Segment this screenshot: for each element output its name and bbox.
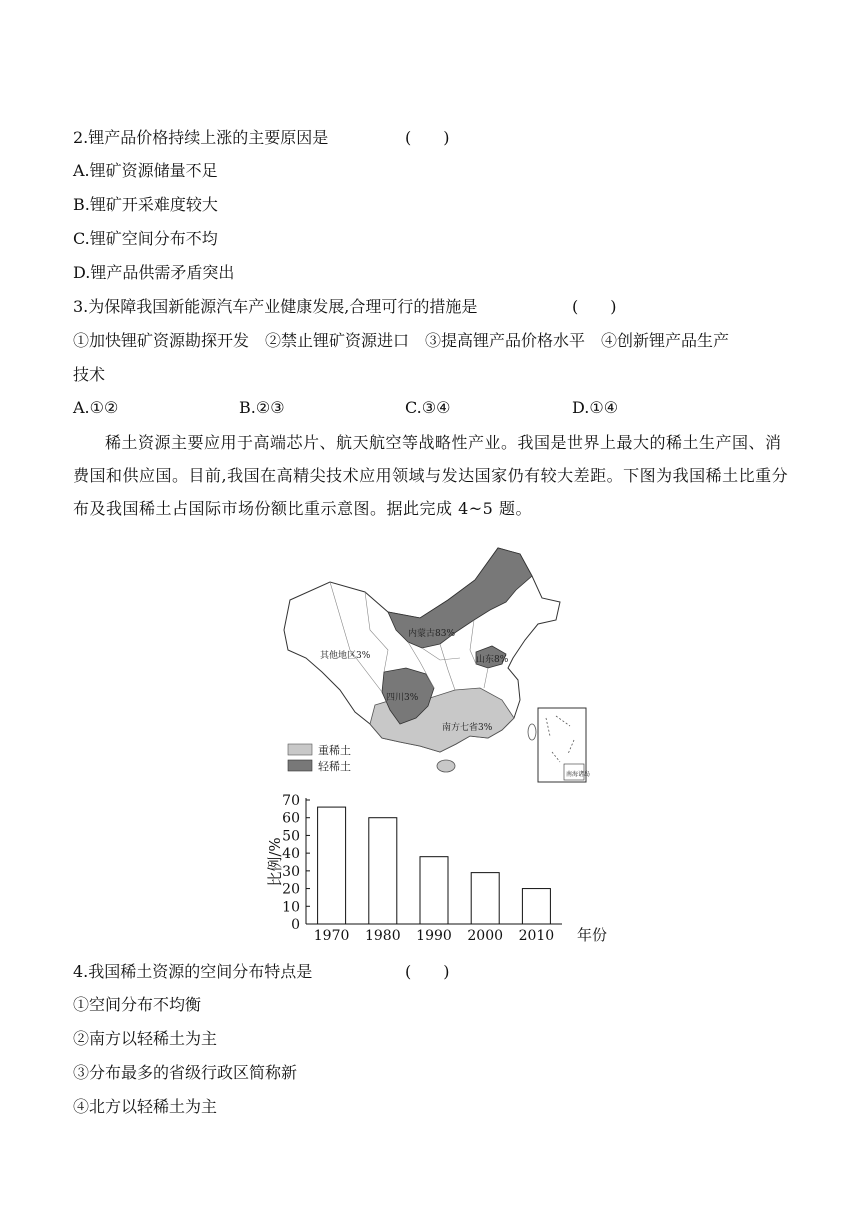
y-tick-label: 10 <box>282 899 300 916</box>
label-shandong: 山东8% <box>476 655 509 665</box>
y-tick-label: 0 <box>291 917 300 933</box>
label-south-sea-islands: 南海诸岛 <box>566 771 591 778</box>
q4-answer-blank: ( ) <box>405 962 450 981</box>
x-tick-label: 1970 <box>313 928 350 944</box>
bar <box>471 873 499 924</box>
q3-stem: 3.为保障我国新能源汽车产业健康发展,合理可行的措施是 <box>73 297 478 316</box>
y-tick-label: 20 <box>282 881 300 898</box>
y-tick-label: 60 <box>282 810 300 827</box>
q2-option-a: A.锂矿资源储量不足 <box>73 161 218 180</box>
bar <box>369 818 397 924</box>
y-axis-label: 比例/% <box>266 837 284 887</box>
q2-option-d: D.锂产品供需矛盾突出 <box>73 263 235 282</box>
label-inner-mongolia: 内蒙古83% <box>408 629 456 639</box>
q3-items-line1: ①加快锂矿资源勘探开发 ②禁止锂矿资源进口 ③提高锂产品价格水平 ④创新锂产品生产 <box>73 331 730 350</box>
x-tick-label: 1980 <box>364 928 401 944</box>
bar <box>420 857 448 924</box>
label-sichuan: 四川3% <box>386 693 419 703</box>
legend-light-swatch <box>288 760 312 771</box>
y-tick-label: 70 <box>282 793 300 809</box>
taiwan-island <box>528 724 536 740</box>
label-south-seven-provinces: 南方七省3% <box>442 723 493 733</box>
y-tick-label: 30 <box>282 863 300 880</box>
x-tick-label: 2010 <box>518 928 555 944</box>
bar <box>522 889 550 924</box>
q3-option-b: B.②③ <box>239 398 285 417</box>
q2-option-b: B.锂矿开采难度较大 <box>73 195 218 214</box>
q3-option-c: C.③④ <box>405 398 451 417</box>
y-tick-label: 40 <box>282 846 300 863</box>
x-tick-label: 2000 <box>467 928 504 944</box>
q2-stem: 2.锂产品价格持续上涨的主要原因是 <box>73 128 329 147</box>
q3-option-d: D.①④ <box>572 398 619 417</box>
q4-stem: 4.我国稀土资源的空间分布特点是 <box>73 962 313 981</box>
q3-answer-blank: ( ) <box>572 297 617 316</box>
q3-items-line2: 技术 <box>73 365 106 384</box>
x-tick-label: 1990 <box>416 928 452 944</box>
legend-light-label: 轻稀土 <box>318 760 351 773</box>
bar <box>318 807 346 924</box>
q3-option-a: A.①② <box>73 398 119 417</box>
hainan-island <box>437 760 455 772</box>
q4-item-1: ①空间分布不均衡 <box>73 995 202 1014</box>
x-axis-label: 年份 <box>576 926 608 944</box>
passage: 稀土资源主要应用于高端芯片、航天航空等战略性产业。我国是世界上最大的稀土生产国、消费国和供应国。目前,我国在高精尖技术应用领域与发达国家仍有较大差距。下图为我国稀土比重分布及我国稀土占国际市场份额比重示意图。据此完成 4~5 题。 <box>73 433 789 518</box>
rare-earth-map <box>270 540 600 788</box>
q4-item-2: ②南方以轻稀土为主 <box>73 1029 218 1048</box>
q4-item-4: ④北方以轻稀土为主 <box>73 1097 218 1116</box>
legend-heavy-label: 重稀土 <box>318 744 351 757</box>
legend-heavy-swatch <box>288 744 312 755</box>
q4-item-3: ③分布最多的省级行政区简称新 <box>73 1063 298 1082</box>
q2-answer-blank: ( ) <box>405 128 450 147</box>
market-share-bar-chart <box>266 788 610 948</box>
q2-option-c: C.锂矿空间分布不均 <box>73 229 218 248</box>
label-other-regions: 其他地区3% <box>320 651 371 661</box>
y-tick-label: 50 <box>282 828 300 845</box>
